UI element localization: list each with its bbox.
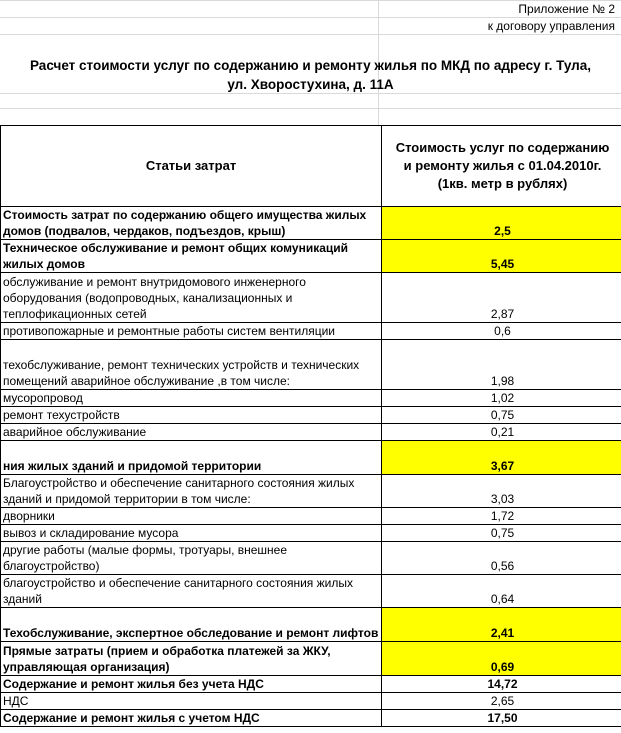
gridline: [0, 17, 621, 18]
table-row: [1, 273, 621, 323]
row-value[interactable]: 2,65: [382, 693, 621, 710]
row-value[interactable]: 2,5: [382, 207, 621, 240]
gridline: [0, 34, 621, 35]
cost-table: [0, 125, 621, 727]
row-label[interactable]: обслуживание и ремонт внутридомового инженерного оборудования (водопроводных, канализационных и теплофикационных сетей: [1, 273, 382, 323]
row-value[interactable]: 2,87: [382, 273, 621, 323]
document-title-line-2: ул. Хворостухина, д. 11А: [227, 77, 394, 92]
table-row: [1, 575, 621, 608]
row-label[interactable]: техобслуживание, ремонт технических устройств и технических помещений аварийное обслуживание ,в том числе:: [1, 340, 382, 390]
row-label[interactable]: аварийное обслуживание: [1, 424, 382, 441]
row-label[interactable]: мусоропровод: [1, 390, 382, 407]
row-label[interactable]: Техническое обслуживание и ремонт общих комуникаций жилых домов: [1, 240, 382, 273]
row-label[interactable]: ния жилых зданий и придомой территории: [1, 441, 382, 475]
row-value[interactable]: 0,69: [382, 642, 621, 676]
table-row: [1, 508, 621, 525]
row-value[interactable]: 0,56: [382, 542, 621, 575]
appendix-line-2: к договору управления: [487, 19, 615, 33]
row-value[interactable]: 5,45: [382, 240, 621, 273]
table-row: [1, 390, 621, 407]
row-value[interactable]: 0,75: [382, 525, 621, 542]
appendix-line-1: Приложение № 2: [518, 2, 615, 16]
table-row: [1, 340, 621, 390]
row-label[interactable]: НДС: [1, 693, 382, 710]
row-value[interactable]: 0,75: [382, 407, 621, 424]
row-value[interactable]: 1,98: [382, 340, 621, 390]
table-row: [1, 525, 621, 542]
gridline: [0, 0, 621, 1]
table-row: [1, 441, 621, 475]
table-row: [1, 693, 621, 710]
header-cost-items-label: Статьи затрат: [145, 158, 237, 173]
row-label[interactable]: благоустройство и обеспечение санитарного состояния жилых зданий: [1, 575, 382, 608]
row-value[interactable]: 0,6: [382, 323, 621, 340]
row-label[interactable]: другие работы (малые формы, тротуары, внешнее благоустройство): [1, 542, 382, 575]
row-label[interactable]: Прямые затраты (прием и обработка платежей за ЖКУ, управляющая организация): [1, 642, 382, 676]
row-value[interactable]: 1,72: [382, 508, 621, 525]
table-row: [1, 608, 621, 642]
table-header-row: [1, 126, 621, 207]
header-cost-value-line-3: (1кв. метр в рублях): [437, 176, 568, 191]
row-label[interactable]: Стоимость затрат по содержанию общего имущества жилых домов (подвалов, чердаков, подъездов, крыш): [1, 207, 382, 240]
header-cost-value-line-2: и ремонту жилья с 01.04.2010г.: [403, 158, 602, 173]
row-label[interactable]: Техобслуживание, экспертное обследование и ремонт лифтов: [1, 608, 382, 642]
row-value[interactable]: 1,02: [382, 390, 621, 407]
gridline: [0, 108, 621, 109]
table-row: [1, 475, 621, 508]
table-row: [1, 207, 621, 240]
row-label[interactable]: Содержание и ремонт жилья с учетом НДС: [1, 710, 382, 727]
row-value[interactable]: 3,67: [382, 441, 621, 475]
table-row: [1, 710, 621, 727]
table-row: [1, 676, 621, 693]
table-row: [1, 424, 621, 441]
row-label[interactable]: дворники: [1, 508, 382, 525]
row-label[interactable]: Благоустройство и обеспечение санитарного состояния жилых зданий и придомой территории в том числе:: [1, 475, 382, 508]
row-value[interactable]: 14,72: [382, 676, 621, 693]
header-cost-items[interactable]: [1, 126, 382, 207]
table-row: [1, 323, 621, 340]
row-value[interactable]: 17,50: [382, 710, 621, 727]
header-cost-value-line-1: Стоимость услуг по содержанию: [395, 140, 610, 155]
row-value[interactable]: 2,41: [382, 608, 621, 642]
table-row: [1, 407, 621, 424]
row-label[interactable]: противопожарные и ремонтные работы систем вентиляции: [1, 323, 382, 340]
row-value[interactable]: 0,64: [382, 575, 621, 608]
row-label[interactable]: ремонт техустройств: [1, 407, 382, 424]
row-value[interactable]: 3,03: [382, 475, 621, 508]
row-label[interactable]: вывоз и складирование мусора: [1, 525, 382, 542]
document-title-line-1: Расчет стоимости услуг по содержанию и ремонту жилья по МКД по адресу г. Тула,: [29, 58, 592, 73]
row-label[interactable]: Содержание и ремонт жилья без учета НДС: [1, 676, 382, 693]
table-row: [1, 642, 621, 676]
row-value[interactable]: 0,21: [382, 424, 621, 441]
header-cost-value[interactable]: [382, 126, 621, 207]
table-row: [1, 240, 621, 273]
table-row: [1, 542, 621, 575]
